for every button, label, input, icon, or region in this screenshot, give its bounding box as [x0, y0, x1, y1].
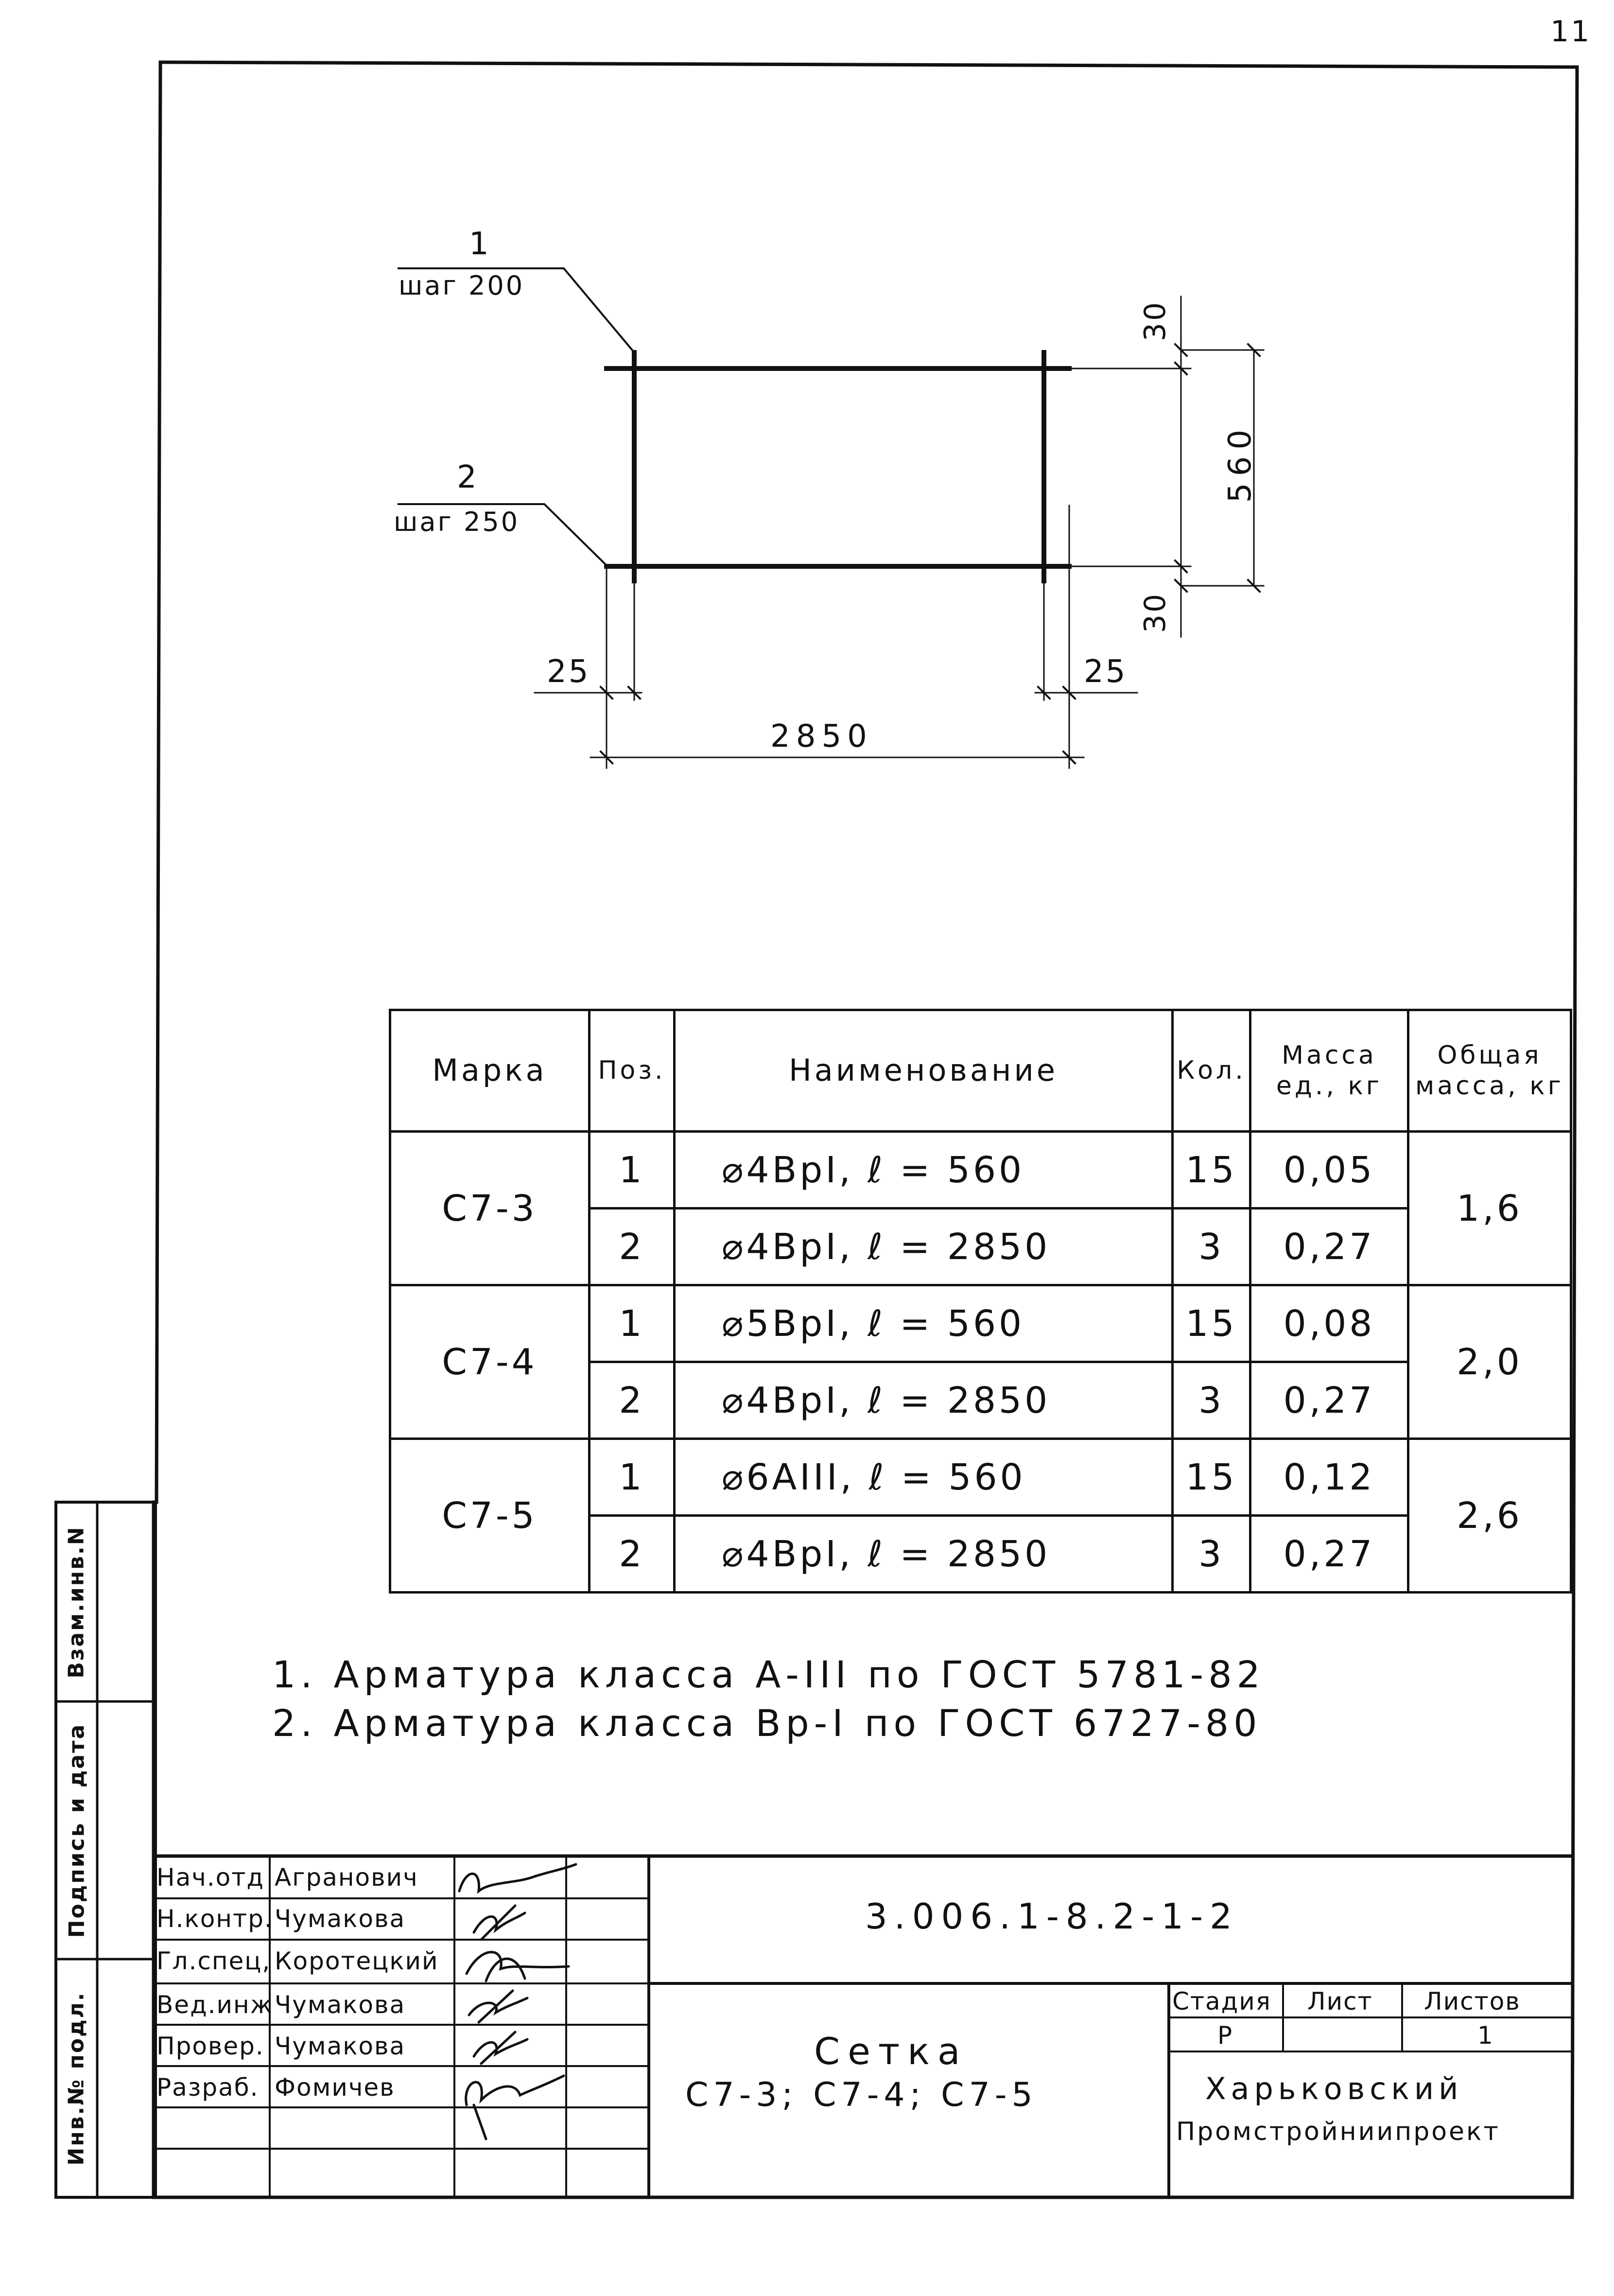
qty-cell: 15	[1173, 1439, 1250, 1516]
qty-cell: 3	[1173, 1516, 1250, 1593]
doc-code: 3.006.1-8.2-1-2	[865, 1896, 1239, 1937]
sheet-label: Лист	[1307, 1987, 1373, 2016]
qty-cell: 15	[1173, 1132, 1250, 1209]
note-1: 1. Арматура класса А-III по ГОСТ 5781-82	[272, 1653, 1265, 1696]
podpis-data-label: Подпись и дата	[64, 1723, 89, 1938]
dim-bottom: 30	[1138, 592, 1173, 633]
header-qty: Кол.	[1173, 1010, 1250, 1132]
name-3: Коротецкий	[275, 1947, 439, 1975]
callout-2-step: шаг 250	[394, 507, 520, 537]
mass-cell: 0,27	[1250, 1362, 1408, 1439]
role-4: Вед.инж	[156, 1991, 273, 2019]
header-pos: Поз.	[590, 1010, 675, 1132]
dim-height: 560	[1222, 422, 1259, 503]
callout-2-pos: 2	[457, 459, 479, 495]
pos-cell: 1	[590, 1439, 675, 1516]
role-3: Гл.спец,	[156, 1947, 271, 1975]
pos-cell: 1	[590, 1132, 675, 1209]
callout-1-step: шаг 200	[399, 270, 525, 301]
header-total-mass: Общая масса, кг	[1408, 1010, 1571, 1132]
header-mark: Марка	[390, 1010, 590, 1132]
header-name: Наименование	[675, 1010, 1173, 1132]
dim-width: 2850	[770, 719, 873, 754]
total-mass-cell: 1,6	[1408, 1132, 1571, 1285]
role-6: Разраб.	[156, 2073, 259, 2102]
dim-left: 25	[547, 654, 590, 690]
mass-cell: 0,08	[1250, 1285, 1408, 1362]
role-5: Провер.	[156, 2032, 264, 2060]
stage-label: Стадия	[1172, 1987, 1271, 2016]
mass-cell: 0,27	[1250, 1209, 1408, 1285]
role-2: Н.контр.	[156, 1905, 273, 1933]
total-mass-cell: 2,6	[1408, 1439, 1571, 1593]
callout-1-pos: 1	[469, 226, 491, 262]
mass-cell: 0,12	[1250, 1439, 1408, 1516]
qty-cell: 3	[1173, 1362, 1250, 1439]
name-1: Агранович	[275, 1863, 418, 1892]
name-cell: ⌀4ВрI, ℓ = 2850	[675, 1362, 1173, 1439]
mass-cell: 0,05	[1250, 1132, 1408, 1209]
pos-cell: 2	[590, 1516, 675, 1593]
qty-cell: 3	[1173, 1209, 1250, 1285]
mark-cell: С7-3	[390, 1132, 590, 1285]
pos-cell: 2	[590, 1362, 675, 1439]
mark-cell: С7-4	[390, 1285, 590, 1439]
name-cell: ⌀6АIII, ℓ = 560	[675, 1439, 1173, 1516]
pos-cell: 1	[590, 1285, 675, 1362]
name-cell: ⌀4ВрI, ℓ = 560	[675, 1132, 1173, 1209]
header-unit-mass: Масса ед., кг	[1250, 1010, 1408, 1132]
vzam-inv-label: Взам.инв.N	[64, 1525, 89, 1679]
sheets-value: 1	[1477, 2021, 1494, 2050]
table-row	[390, 1439, 1571, 1516]
dim-top: 30	[1138, 300, 1173, 342]
sheets-label: Листов	[1424, 1987, 1521, 2016]
org-line-1: Харьковский	[1205, 2071, 1463, 2106]
name-cell: ⌀4ВрI, ℓ = 2850	[675, 1516, 1173, 1593]
specification-table	[389, 1009, 1572, 1594]
note-2: 2. Арматура класса Вр-I по ГОСТ 6727-80	[272, 1701, 1262, 1745]
title-line-2: С7-3; С7-4; С7-5	[685, 2076, 1038, 2114]
dim-right: 25	[1084, 654, 1128, 690]
inv-podl-label: Инв.№ подл.	[64, 1991, 89, 2166]
name-cell: ⌀5ВрI, ℓ = 560	[675, 1285, 1173, 1362]
page-number: 11	[1550, 15, 1592, 49]
mass-cell: 0,27	[1250, 1516, 1408, 1593]
table-row	[390, 1285, 1571, 1362]
title-line-1: Сетка	[814, 2030, 968, 2073]
table-row	[390, 1132, 1571, 1209]
name-4: Чумакова	[275, 1991, 406, 2019]
stage-value: Р	[1217, 2021, 1233, 2050]
role-1: Нач.отд	[156, 1863, 264, 1892]
mark-cell: С7-5	[390, 1439, 590, 1593]
total-mass-cell: 2,0	[1408, 1285, 1571, 1439]
name-cell: ⌀4ВрI, ℓ = 2850	[675, 1209, 1173, 1285]
signature-scribbles	[459, 1864, 576, 2139]
qty-cell: 15	[1173, 1285, 1250, 1362]
name-2: Чумакова	[275, 1905, 406, 1933]
name-6: Фомичев	[275, 2073, 395, 2102]
table-header-row	[390, 1010, 1571, 1132]
pos-cell: 2	[590, 1209, 675, 1285]
org-line-2: Промстройниипроект	[1176, 2117, 1500, 2146]
name-5: Чумакова	[275, 2032, 406, 2060]
